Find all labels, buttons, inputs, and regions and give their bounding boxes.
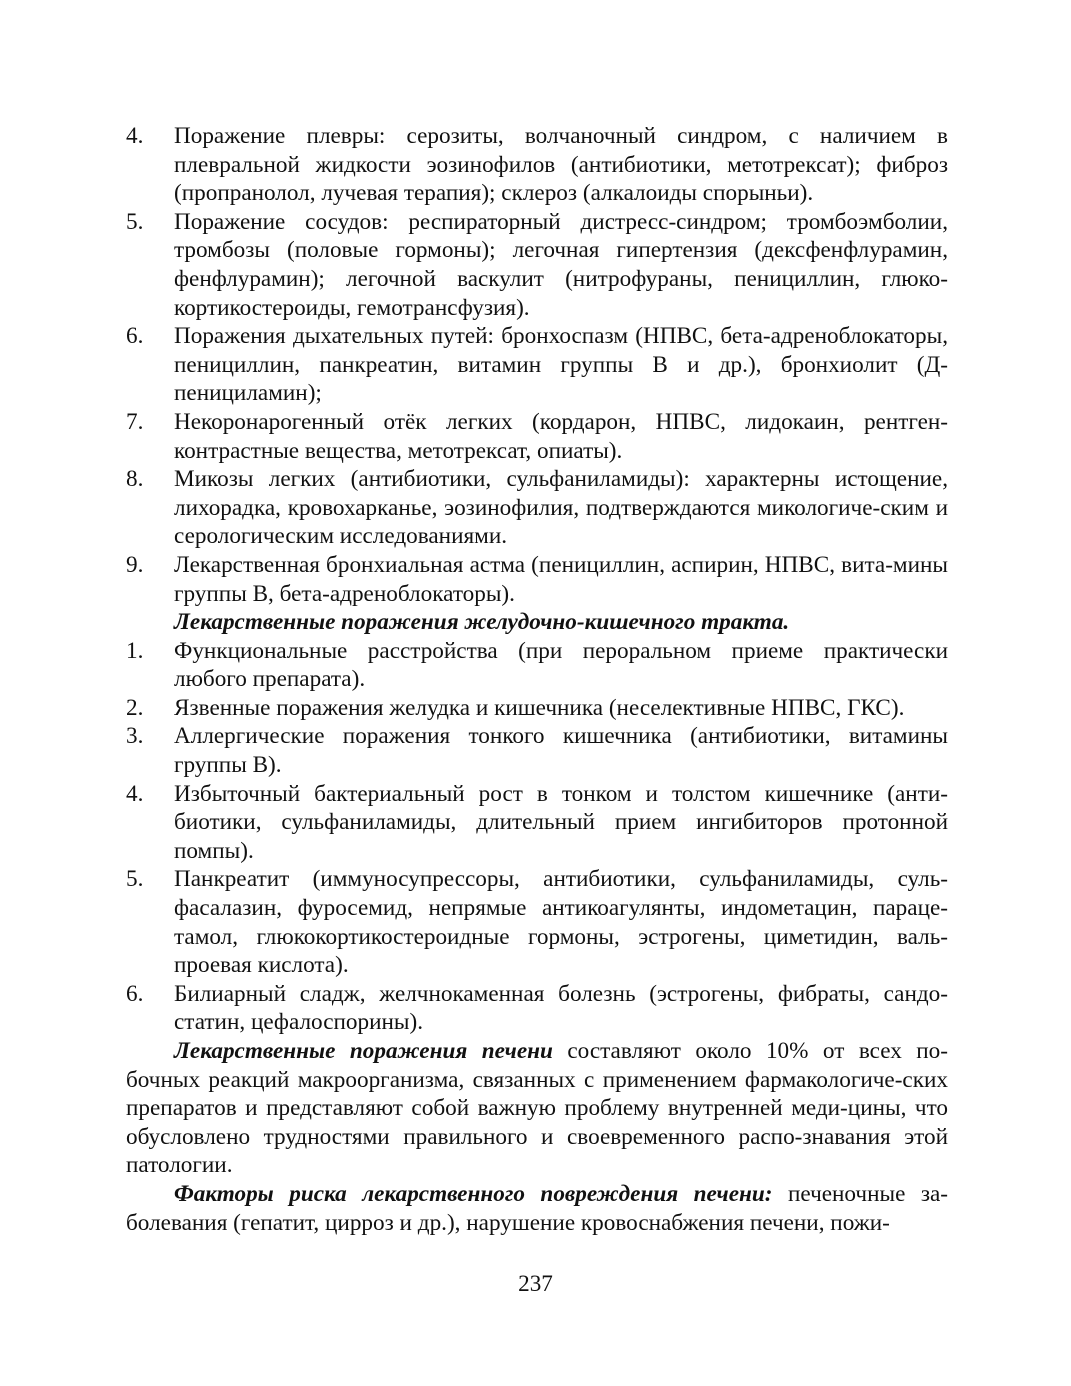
list-item: [126, 637, 948, 694]
list-item-number: 8.: [126, 466, 144, 493]
page-content: [126, 122, 948, 1237]
list-item: [126, 980, 948, 1037]
respiratory-list: [126, 122, 948, 608]
list-item-number: 2.: [126, 694, 144, 721]
list-item: [126, 551, 948, 608]
list-item-text: Билиарный сладж, желчнокаменная болезнь (эстрогены, фибраты, сандо-статин, цефалоспорины).: [174, 980, 948, 1036]
paragraph-lead: Лекарственные поражения печени: [174, 1038, 553, 1064]
list-item-text: Язвенные поражения желудка и кишечника (неселективные НПВС, ГКС).: [174, 694, 905, 721]
list-item: [126, 694, 948, 723]
paragraph-text: составляют около 10% от всех по-бочных реакций макроорганизма, связанных с применением фармакологиче-ских препаратов и представляют собой важную проблему внутренней меди-цины, что обусловлено трудностями правильного и своевременного распо-знавания этой патологии.: [126, 1038, 948, 1179]
list-item-text: Аллергические поражения тонкого кишечника (антибиотики, витамины группы В).: [174, 723, 948, 779]
list-item-text: Некоронарогенный отёк легких (кордарон, НПВС, лидокаин, рентген-контрастные вещества, метотрексат, опиаты).: [174, 408, 948, 464]
list-item: [126, 322, 948, 408]
list-item-number: 3.: [126, 723, 144, 750]
list-item-number: 6.: [126, 980, 144, 1007]
list-item-number: 4.: [126, 780, 144, 807]
liver-paragraph: [126, 1037, 948, 1180]
list-item-number: 1.: [126, 637, 144, 664]
list-item: [126, 780, 948, 866]
list-item-number: 6.: [126, 323, 144, 350]
list-item-text: Панкреатит (иммуносупрессоры, антибиотики, сульфаниламиды, суль-фасалазин, фуросемид, непрямые антикоагулянты, индометацин, параце-тамол, глюкокортикостероидные гормоны, эстрогены, циметидин, валь-проевая кислота).: [174, 866, 948, 979]
list-item-text: Микозы легких (антибиотики, сульфаниламиды): характерны истощение, лихорадка, кровохарканье, эозинофилия, подтверждаются микологиче-ским и серологическим исследованиями.: [174, 466, 948, 550]
list-item: [126, 865, 948, 979]
list-item-number: 5.: [126, 208, 144, 235]
list-item-text: Функциональные расстройства (при пероральном приеме практически любого препарата).: [174, 637, 948, 693]
list-item-text: Лекарственная бронхиальная астма (пенициллин, аспирин, НПВС, вита-мины группы В, бета-адреноблокаторы).: [174, 551, 948, 607]
paragraph-lead: Факторы риска лекарственного повреждения печени:: [174, 1180, 773, 1207]
list-item-text: Избыточный бактериальный рост в тонком и толстом кишечнике (анти-биотики, сульфаниламиды, длительный прием ингибиторов протонной помпы).: [174, 780, 948, 864]
list-item-text: Поражения дыхательных путей: бронхоспазм (НПВС, бета-адреноблокаторы, пенициллин, панкреатин, витамин группы В и др.), бронхиолит (Д-пенициламин);: [174, 323, 948, 407]
list-item: [126, 408, 948, 465]
list-item: [126, 122, 948, 208]
list-item: [126, 208, 948, 322]
list-item-number: 4.: [126, 123, 144, 149]
list-item-number: 5.: [126, 866, 144, 893]
gi-list: [126, 637, 948, 1037]
risk-factors-paragraph: [126, 1180, 948, 1237]
list-item-text: Поражение плевры: серозиты, волчаночный синдром, с наличием в плевральной жидкости эозинофилов (антибиотики, метотрексат); фиброз (пропранолол, лучевая терапия); склероз (алкалоиды спорыньи).: [174, 123, 948, 207]
list-item-number: 9.: [126, 551, 144, 578]
page-number: 237: [518, 1271, 553, 1297]
list-item-number: 7.: [126, 408, 144, 435]
list-item: [126, 722, 948, 779]
paragraph-text: печеночные за-болевания (гепатит, цирроз и др.), нарушение кровоснабжения печени, пожи-: [126, 1180, 948, 1236]
section-heading: Лекарственные поражения желудочно-кишечного тракта.: [174, 609, 790, 636]
list-item-text: Поражение сосудов: респираторный дистресс-синдром; тромбоэмболии, тромбозы (половые гормоны); легочная гипертензия (дексфенфлурамин, фенфлурамин); легочной васкулит (нитрофураны, пенициллин, глюко-кортикостероиды, гемотрансфузия).: [174, 208, 948, 321]
list-item: [126, 465, 948, 551]
